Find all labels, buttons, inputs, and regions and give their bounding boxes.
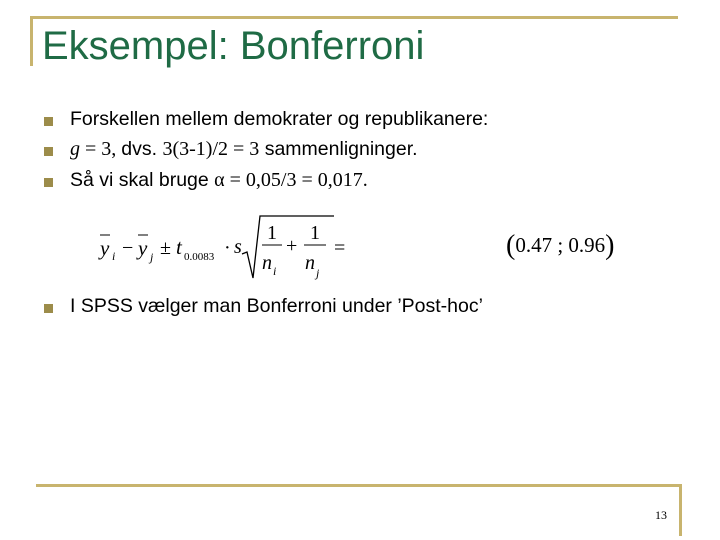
slide-title: Eksempel: Bonferroni	[42, 24, 425, 68]
interval-separator: ;	[552, 233, 569, 257]
comparison-calc: 3(3-1)/2 = 3	[162, 138, 260, 160]
formula-plus: +	[286, 235, 298, 257]
interval-close-paren: )	[605, 230, 615, 261]
formula-s: s	[234, 236, 242, 258]
bullet-square-icon	[44, 178, 53, 187]
bullet-square-icon	[44, 304, 53, 313]
comparison-rest: sammenligninger.	[259, 138, 418, 160]
formula-y-j: y	[138, 236, 148, 260]
frac1-n: n	[262, 252, 272, 274]
bullet-4-text: I SPSS vælger man Bonferroni under ’Post-hoc’	[70, 295, 483, 317]
bullet-text-2	[70, 138, 418, 161]
frame-left-rule	[30, 16, 33, 66]
interval-open-paren: (	[506, 230, 516, 261]
alpha-prefix: Så vi skal bruge	[70, 169, 215, 191]
formula-sub-j: j	[150, 250, 154, 264]
confidence-interval	[506, 228, 615, 260]
formula-sub-i: i	[112, 249, 116, 263]
bonferroni-formula	[96, 212, 366, 284]
dvs-text: dvs.	[121, 138, 163, 160]
formula-equals: =	[334, 237, 346, 259]
bullet-square-icon	[44, 117, 53, 126]
frac2-n: n	[305, 252, 315, 274]
bullet-1-text: Forskellen mellem demokrater og republikanere:	[70, 108, 489, 130]
g-equals: = 3,	[80, 138, 122, 160]
interval-lower: 0.47	[515, 233, 553, 257]
interval-upper: 0.96	[568, 233, 606, 257]
frame-bottom-rule	[36, 484, 682, 487]
g-symbol: g	[70, 138, 80, 160]
frame-right-rule	[679, 484, 682, 536]
formula-minus: −	[122, 237, 134, 259]
alpha-expr: = 0,05/3 = 0,017.	[224, 169, 368, 191]
bullet-text-1	[70, 108, 488, 131]
frac1-sub-i: i	[273, 264, 277, 278]
bullet-square-icon	[44, 147, 53, 156]
page-number: 13	[655, 508, 667, 522]
formula-dot: ·	[224, 237, 231, 259]
formula-plusminus: ±	[160, 237, 171, 259]
formula-t-sub: 0.0083	[184, 251, 215, 263]
frac2-num: 1	[310, 222, 320, 244]
formula-t: t	[176, 235, 182, 259]
alpha-symbol: α	[214, 169, 225, 191]
bullet-text-3	[70, 169, 368, 192]
frame-top-rule	[30, 16, 678, 19]
frac2-sub-j: j	[316, 266, 320, 280]
bullet-text-4	[70, 295, 483, 318]
frac1-num: 1	[267, 222, 277, 244]
formula-y-i: y	[100, 236, 110, 260]
